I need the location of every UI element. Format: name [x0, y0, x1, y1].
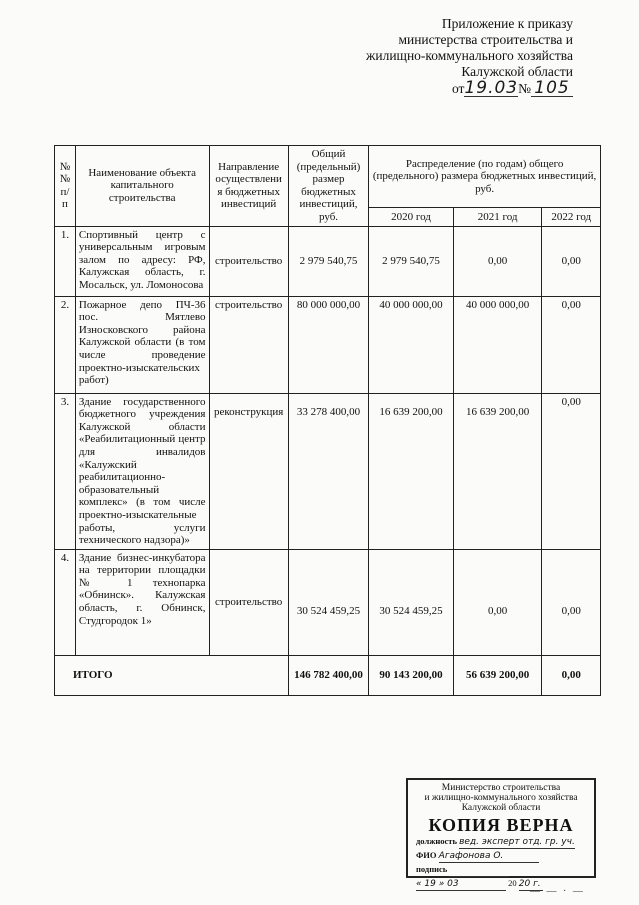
stamp-line-2: и жилищно-коммунального хозяйства [424, 793, 578, 803]
header-total: Общий (предельный) размер бюджетных инвестиций, руб. [288, 146, 368, 227]
header-line-2: министерства строительства и [398, 32, 573, 47]
stamp-title: КОПИЯ ВЕРНА [428, 815, 574, 835]
amount-2020: 40 000 000,00 [369, 296, 454, 393]
header-year-2020: 2020 год [369, 208, 454, 227]
amount-2020: 30 524 459,25 [369, 549, 454, 655]
table-row [55, 226, 601, 296]
header-line-4: Калужской области [461, 64, 573, 79]
amount-2022: 0,00 [542, 296, 601, 393]
table-header-row [55, 146, 601, 208]
from-prefix: от [451, 81, 465, 96]
amount-2022: 0,00 [542, 226, 601, 296]
row-number: 4. [55, 549, 76, 655]
stamp-year-prefix: 20 [508, 878, 517, 888]
document-header [273, 16, 573, 97]
object-name: Здание бизнес-инкубатора на территории площадки № 1 технопарка «Обнинск». Калужская область, г. Обнинск, Студгородок 1» [75, 549, 209, 655]
bottom-dashes: — — · — [530, 886, 585, 897]
amount-2021: 0,00 [453, 226, 542, 296]
order-date: 19.03 [464, 78, 519, 98]
investment-direction: строительство [209, 296, 288, 393]
amount-2021: 0,00 [453, 549, 542, 655]
header-line-3: жилищно-коммунального хозяйства [366, 48, 573, 63]
object-name: Пожарное депо ПЧ-36 пос. Мятлево Износковского района Калужской области (в том числе проведение проектно-изыскательских работ) [75, 296, 209, 393]
investment-direction: строительство [209, 549, 288, 655]
stamp-position-label: должность [416, 836, 457, 846]
total-amount: 80 000 000,00 [288, 296, 368, 393]
header-year-2021: 2021 год [453, 208, 542, 227]
grand-total-2021: 56 639 200,00 [453, 655, 542, 695]
table-row [55, 549, 601, 655]
stamp-fio-row [408, 849, 594, 863]
object-name: Спортивный центр с универсальным игровым залом по адресу: РФ, Калужская область, г. Мосальск, ул. Ломоносова [75, 226, 209, 296]
investment-table [54, 145, 601, 696]
header-num: № № п/п [55, 146, 76, 227]
amount-2020: 16 639 200,00 [369, 393, 454, 549]
row-number: 1. [55, 226, 76, 296]
amount-2022: 0,00 [542, 393, 601, 549]
grand-total-2022: 0,00 [542, 655, 601, 695]
grand-total-2020: 90 143 200,00 [369, 655, 454, 695]
header-distribution: Распределение (по годам) общего (предельного) размера бюджетных инвестиций, руб. [369, 146, 601, 208]
total-row [55, 655, 601, 695]
stamp-signature-label: подпись [416, 864, 448, 874]
amount-2020: 2 979 540,75 [369, 226, 454, 296]
stamp-line-1: Министерство строительства [441, 783, 561, 793]
stamp-fio-label: ФИО [416, 850, 437, 860]
total-amount: 33 278 400,00 [288, 393, 368, 549]
row-number: 3. [55, 393, 76, 549]
order-reference [452, 80, 573, 97]
order-number: 105 [531, 80, 573, 97]
investment-direction: реконструкция [209, 393, 288, 549]
header-name: Наименование объекта капитального строительства [75, 146, 209, 227]
row-number: 2. [55, 296, 76, 393]
certified-copy-stamp [406, 778, 596, 889]
number-label: № [518, 81, 531, 96]
table-row [55, 296, 601, 393]
grand-total-amount: 146 782 400,00 [288, 655, 368, 695]
investment-direction: строительство [209, 226, 288, 296]
header-direction: Направление осуществлени я бюджетных инвестиций [209, 146, 288, 227]
header-line-1: Приложение к приказу [441, 16, 573, 31]
amount-2022: 0,00 [542, 549, 601, 655]
table-row [55, 393, 601, 549]
stamp-year-value: 20 г. [519, 878, 543, 891]
stamp-date-value: « 19 » 03 [416, 878, 506, 891]
header-year-2022: 2022 год [542, 208, 601, 227]
total-label: ИТОГО [55, 655, 289, 695]
total-amount: 30 524 459,25 [288, 549, 368, 655]
stamp-line-3: Калужской области [461, 803, 541, 813]
amount-2021: 40 000 000,00 [453, 296, 542, 393]
total-amount: 2 979 540,75 [288, 226, 368, 296]
stamp-signature-row [408, 863, 594, 877]
stamp-position-value: вед. эксперт отд. гр. уч. [459, 837, 575, 847]
stamp-position-row [408, 835, 594, 849]
stamp-signature-mark [449, 864, 509, 877]
stamp-fio-value: Агафонова О. [439, 850, 539, 863]
amount-2021: 16 639 200,00 [453, 393, 542, 549]
object-name: Здание государственного бюджетного учреждения Калужской области «Реабилитационный центр для инвалидов «Калужский реабилитационно-образовательный комплекс» (в том числе проектно-изыскательные работы, услуги технического надзора)» [75, 393, 209, 549]
